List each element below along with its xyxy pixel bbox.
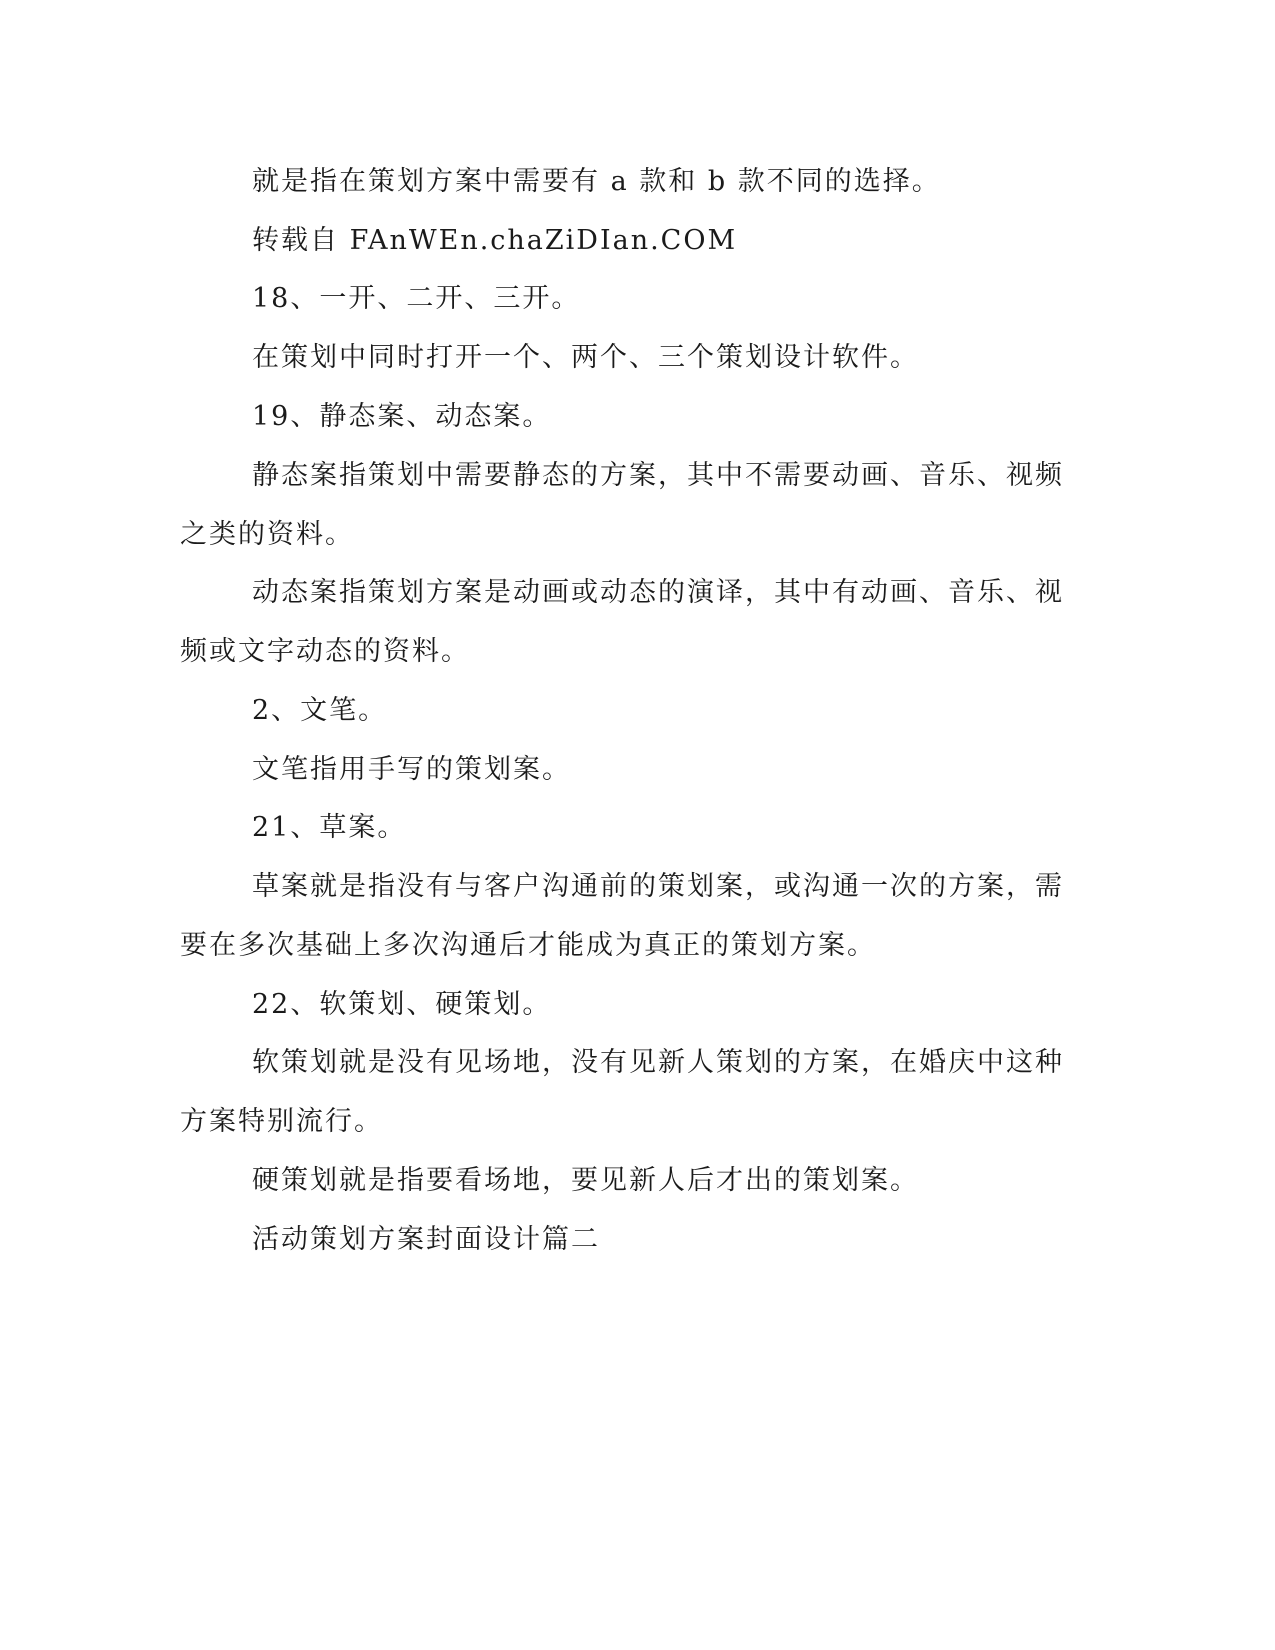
text-line: 就是指在策划方案中需要有 a 款和 b 款不同的选择。 <box>252 166 941 197</box>
text-line: 之类的资料。 <box>180 519 354 550</box>
text-line: 21、草案。 <box>252 812 407 843</box>
text-line: 22、软策划、硬策划。 <box>252 989 552 1020</box>
text-line: 方案特别流行。 <box>180 1106 383 1137</box>
text-line: 18、一开、二开、三开。 <box>252 283 581 314</box>
text-line: 19、静态案、动态案。 <box>252 401 552 432</box>
text-line: 软策划就是没有见场地，没有见新人策划的方案，在婚庆中这种 <box>252 1047 1064 1078</box>
text-line: 转载自 FAnWEn.chaZiDIan.COM <box>252 225 738 256</box>
text-line: 要在多次基础上多次沟通后才能成为真正的策划方案。 <box>180 930 876 961</box>
text-line: 草案就是指没有与客户沟通前的策划案，或沟通一次的方案，需 <box>252 871 1064 902</box>
text-line: 2、文笔。 <box>252 695 388 726</box>
text-line: 频或文字动态的资料。 <box>180 636 470 667</box>
text-line: 静态案指策划中需要静态的方案，其中不需要动画、音乐、视频 <box>252 460 1064 491</box>
text-line: 硬策划就是指要看场地，要见新人后才出的策划案。 <box>252 1165 919 1196</box>
text-line: 在策划中同时打开一个、两个、三个策划设计软件。 <box>252 342 919 373</box>
text-line: 文笔指用手写的策划案。 <box>252 754 571 785</box>
text-line: 动态案指策划方案是动画或动态的演译，其中有动画、音乐、视 <box>252 577 1064 608</box>
text-line: 活动策划方案封面设计篇二 <box>252 1224 600 1255</box>
